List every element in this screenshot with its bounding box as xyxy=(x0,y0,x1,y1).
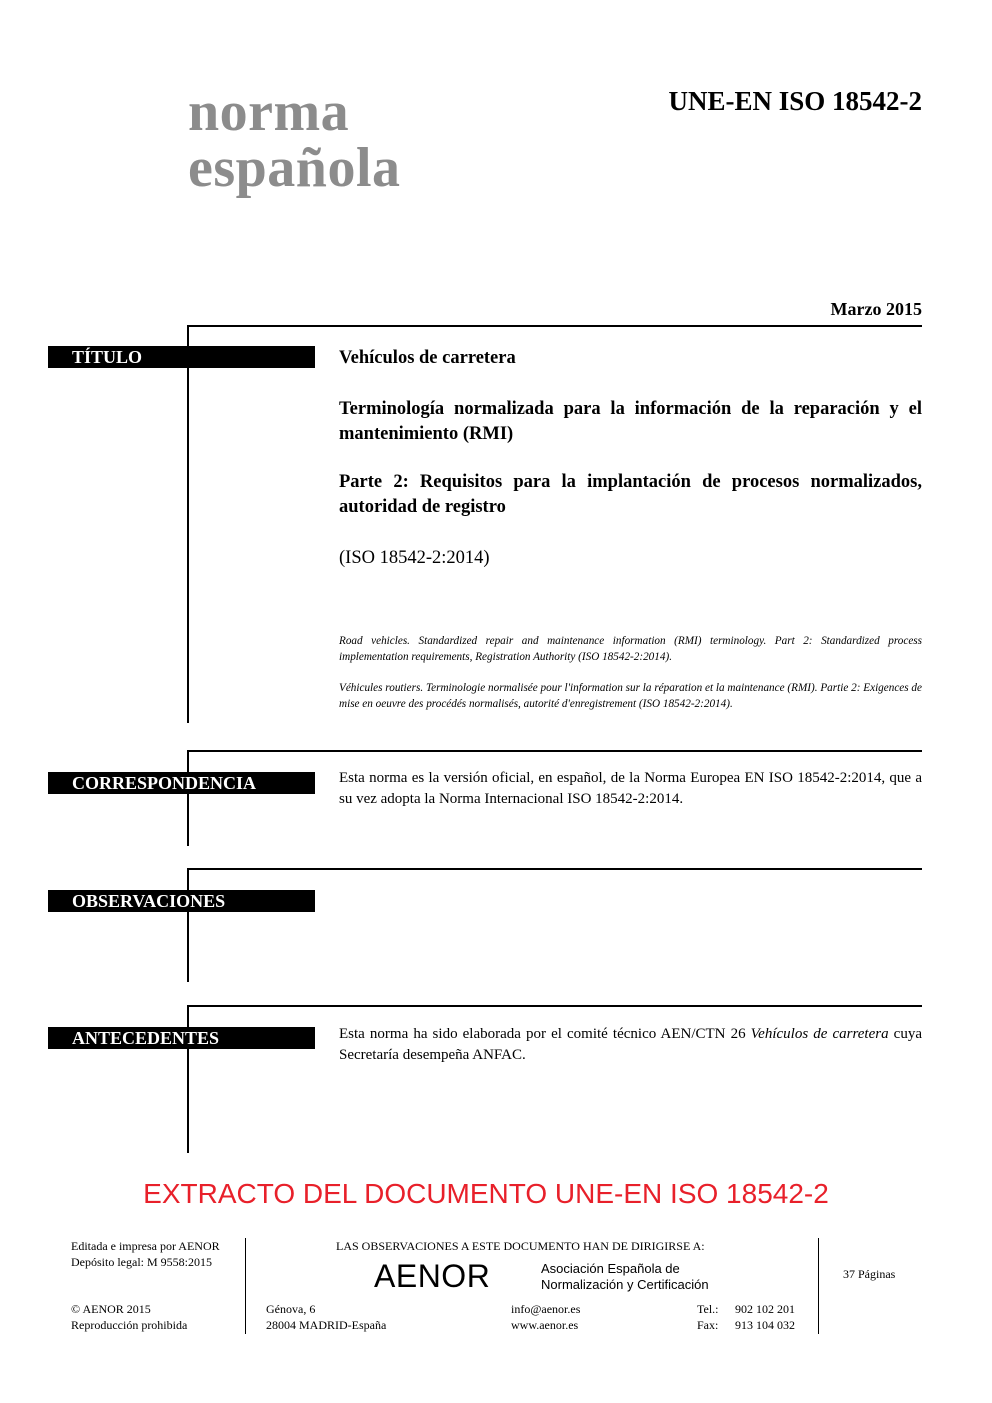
extract-watermark: EXTRACTO DEL DOCUMENTO UNE-EN ISO 18542-2 xyxy=(143,1178,829,1209)
footer-email: info@aenor.es xyxy=(511,1302,581,1316)
footer-address-line1: Génova, 6 xyxy=(266,1302,316,1316)
footer-tel-label: Tel.: xyxy=(697,1302,719,1316)
footer-edited: Editada e impresa por AENOR xyxy=(71,1239,220,1253)
footer-reproduction: Reproducción prohibida xyxy=(71,1318,188,1332)
committee-name: Vehículos de carretera xyxy=(750,1026,889,1042)
label-titulo: TÍTULO xyxy=(48,346,315,368)
footer-fax: 913 104 032 xyxy=(735,1318,795,1332)
org-line1: Asociación Española de xyxy=(541,1261,680,1276)
french-title: Véhicules routiers. Terminologie normalisée pour l'information sur la réparation et la maintenance (RMI). Partie 2: Exigences de mise en oeuvre des procédés normalisés, autorité d'enregistrement (ISO 18542-2:2014). xyxy=(339,682,922,710)
iso-reference: (ISO 18542-2:2014) xyxy=(339,548,490,568)
subtitle-part2: Parte 2: Requisitos para la implantación de procesos normalizados, autoridad de registro xyxy=(339,472,922,517)
aenor-full-name xyxy=(541,1261,709,1293)
label-observaciones: OBSERVACIONES xyxy=(48,890,315,912)
correspondencia-text: Esta norma es la versión oficial, en español, de la Norma Europea EN ISO 18542-2:2014, que a su vez adopta la Norma Internacional ISO 18542-2:2014. xyxy=(339,770,922,807)
antecedentes-text xyxy=(339,1024,922,1066)
english-title: Road vehicles. Standardized repair and maintenance information (RMI) terminology. Part 2: Standardized process implementation requirements, Registration Authority (ISO 18542-2:2014). xyxy=(339,635,922,663)
footer-tel: 902 102 201 xyxy=(735,1302,795,1316)
footer-divider xyxy=(245,1238,246,1334)
section-vertical-rule xyxy=(187,868,189,982)
section-divider xyxy=(188,1005,922,1007)
section-divider xyxy=(188,868,922,870)
publication-date: Marzo 2015 xyxy=(830,299,922,319)
antecedentes-text-end: cuya Secretaría desempeña ANFAC. xyxy=(339,1026,922,1063)
brand-line1: norma xyxy=(188,81,350,143)
section-divider xyxy=(188,750,922,752)
footer-legal-deposit: Depósito legal: M 9558:2015 xyxy=(71,1255,212,1269)
footer-address-line2: 28004 MADRID-España xyxy=(266,1318,387,1332)
main-title: Vehículos de carretera xyxy=(339,348,516,368)
aenor-logo: AENOR xyxy=(374,1258,491,1294)
footer-pages: 37 Páginas xyxy=(843,1267,896,1281)
footer-divider xyxy=(818,1238,819,1334)
standard-code: UNE-EN ISO 18542-2 xyxy=(668,86,922,116)
footer-copyright: © AENOR 2015 xyxy=(71,1302,151,1316)
footer-fax-label: Fax: xyxy=(697,1318,719,1332)
subtitle-terminology: Terminología normalizada para la información de la reparación y el mantenimiento (RMI) xyxy=(339,399,922,444)
brand-line2: española xyxy=(188,137,401,199)
brand-title xyxy=(188,81,401,199)
org-line2: Normalización y Certificación xyxy=(541,1277,709,1292)
section-vertical-rule xyxy=(187,750,189,846)
section-vertical-rule xyxy=(187,325,189,723)
label-antecedentes: ANTECEDENTES xyxy=(48,1027,315,1049)
label-correspondencia: CORRESPONDENCIA xyxy=(48,772,315,794)
footer-website: www.aenor.es xyxy=(511,1318,579,1332)
antecedentes-text-start: Esta norma ha sido elaborada por el comité técnico AEN/CTN 26 xyxy=(339,1026,751,1042)
section-divider xyxy=(188,325,922,327)
footer-observations-note: LAS OBSERVACIONES A ESTE DOCUMENTO HAN DE DIRIGIRSE A: xyxy=(336,1239,705,1253)
